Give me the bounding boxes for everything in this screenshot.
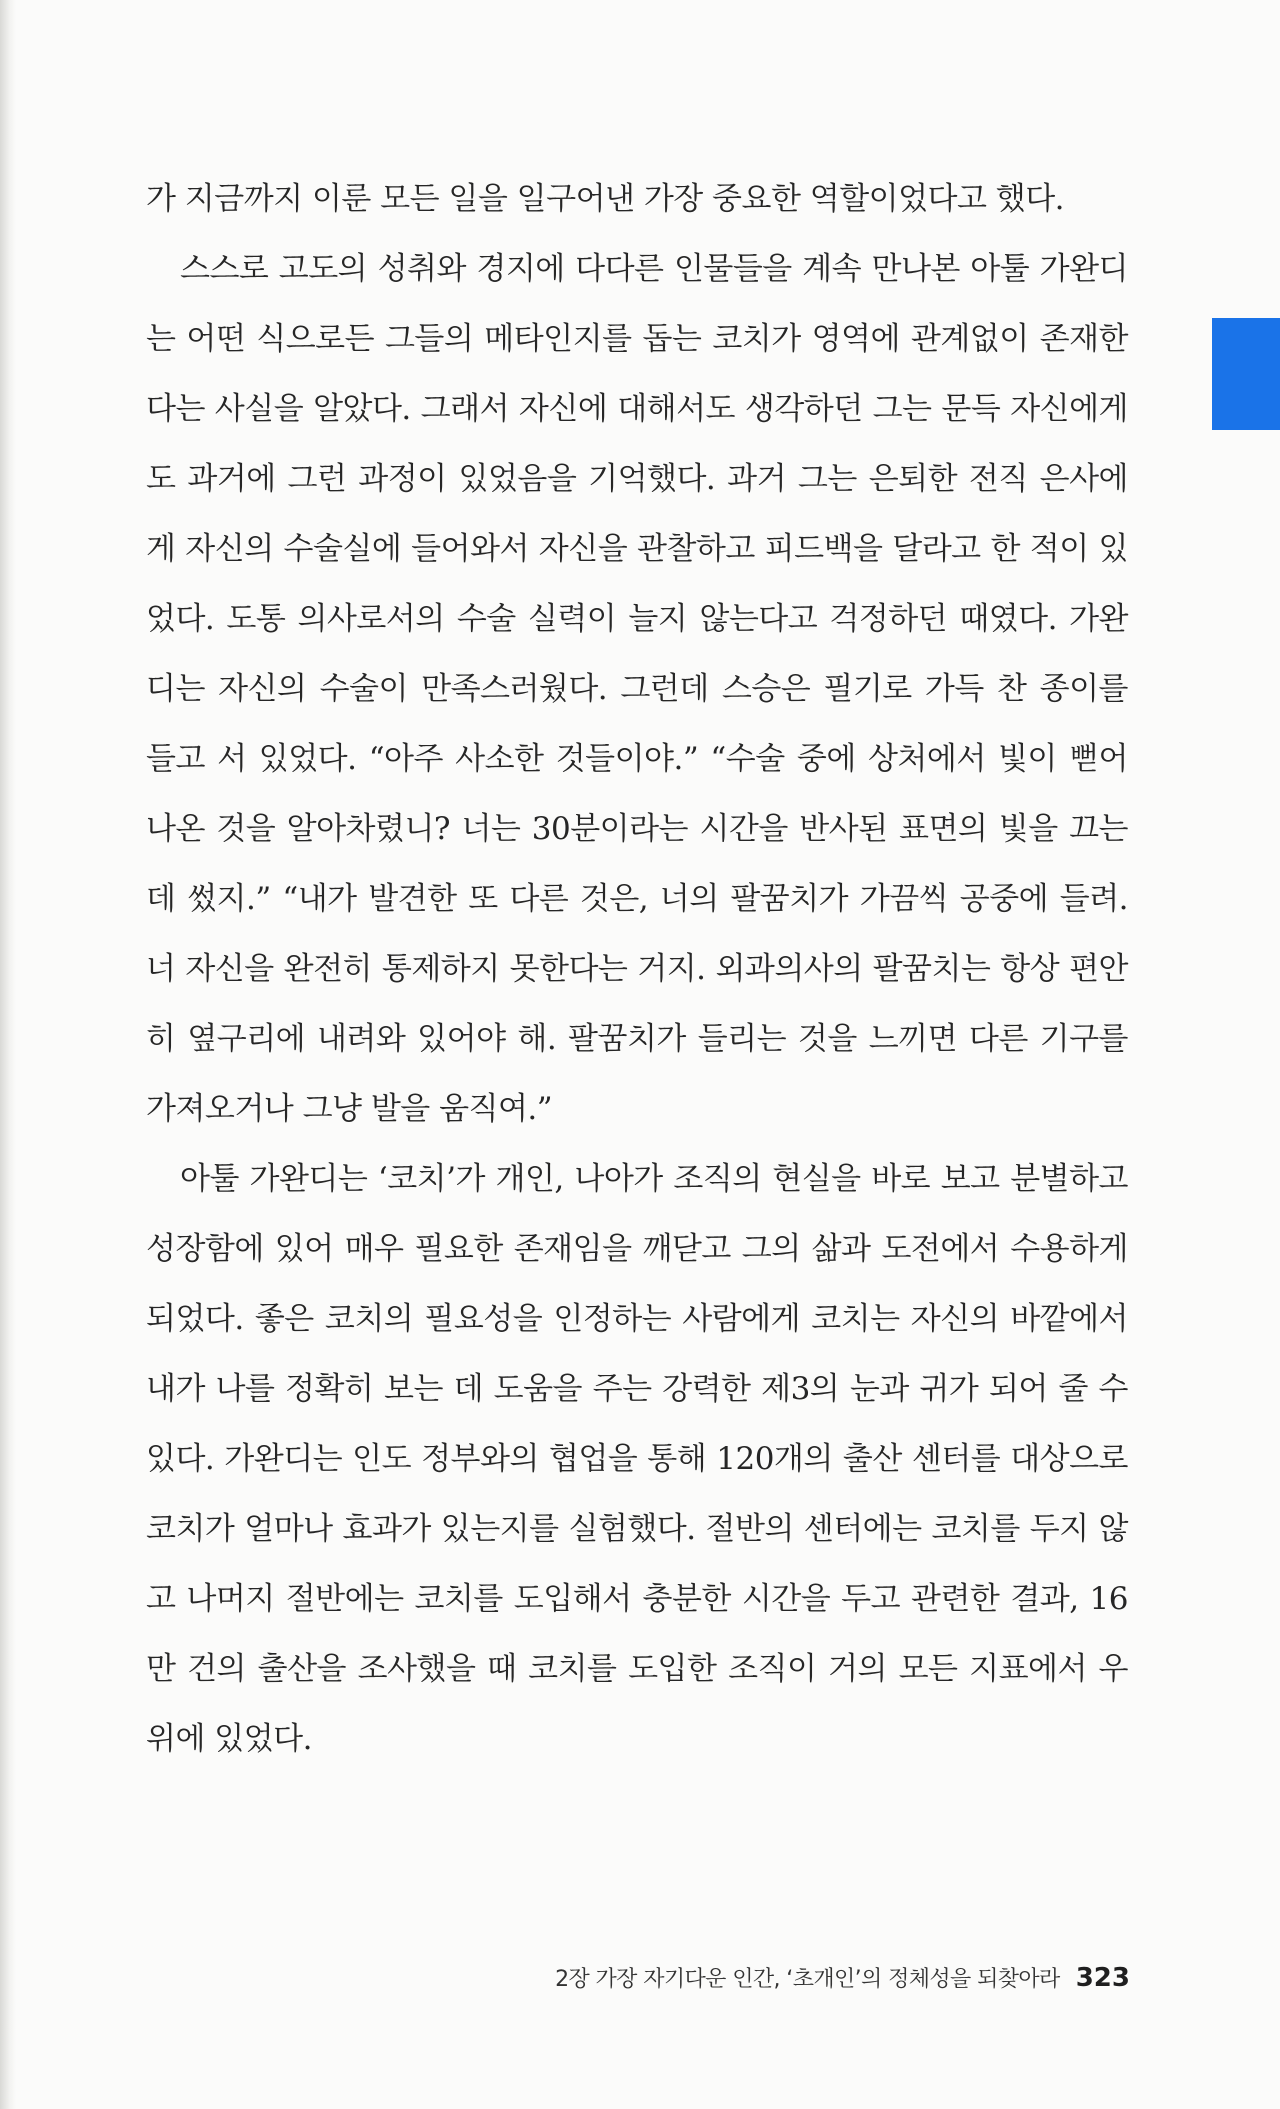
page-footer (540, 1962, 1130, 2002)
paragraph-coach-necessity: 아툴 가완디는 ‘코치’가 개인, 나아가 조직의 현실을 바로 보고 분별하고 성장함에 있어 매우 필요한 존재임을 깨닫고 그의 삶과 도전에서 수용하게 되었다. 좋은 코치의 필요성을 인정하는 사람에게 코치는 자신의 바깥에서 내가 나를 정확히 보는 데 도움을 주는 강력한 제3의 눈과 귀가 되어 줄 수 있다. 가완디는 인도 정부와의 협업을 통해 120개의 출산 센터를 대상으로 코치가 얼마나 효과가 있는지를 실험했다. 절반의 센터에는 코치를 두지 않고 나머지 절반에는 코치를 도입해서 충분한 시간을 두고 관련한 결과, 16만 건의 출산을 조사했을 때 코치를 도입한 조직이 거의 모든 지표에서 우위에 있었다. (146, 1161, 1128, 1757)
running-chapter-title: 2장 가장 자기다운 인간, ‘초개인’의 정체성을 되찾아라 (555, 1967, 1060, 1992)
chapter-thumb-tab (1212, 318, 1280, 430)
page-gutter-shadow (0, 0, 16, 2109)
paragraph-continued: 가 지금까지 이룬 모든 일을 일구어낸 가장 중요한 역할이었다고 했다. (146, 181, 1065, 217)
paragraph-gawande-coach-story: 스스로 고도의 성취와 경지에 다다른 인물들을 계속 만나본 아툴 가완디는 어떤 식으로든 그들의 메타인지를 돕는 코치가 영역에 관계없이 존재한다는 사실을 알았다. 그래서 자신에 대해서도 생각하던 그는 문득 자신에게도 과거에 그런 과정이 있었음을 기억했다. 과거 그는 은퇴한 전직 은사에게 자신의 수술실에 들어와서 자신을 관찰하고 피드백을 달라고 한 적이 있었다. 도통 의사로서의 수술 실력이 늘지 않는다고 걱정하던 때였다. 가완디는 자신의 수술이 만족스러웠다. 그런데 스승은 필기로 가득 찬 종이를 들고 서 있었다. “아주 사소한 것들이야.” “수술 중에 상처에서 빛이 뻗어 나온 것을 알아차렸니? 너는 30분이라는 시간을 반사된 표면의 빛을 끄는 데 썼지.” “내가 발견한 또 다른 것은, 너의 팔꿈치가 가끔씩 공중에 들려. 너 자신을 완전히 통제하지 못한다는 거지. 외과의사의 팔꿈치는 항상 편안히 옆구리에 내려와 있어야 해. 팔꿈치가 들리는 것을 느끼면 다른 기구를 가져오거나 그냥 발을 움직여.” (146, 251, 1128, 1127)
page-number: 323 (1075, 1963, 1130, 1993)
body-text (146, 164, 1128, 1774)
